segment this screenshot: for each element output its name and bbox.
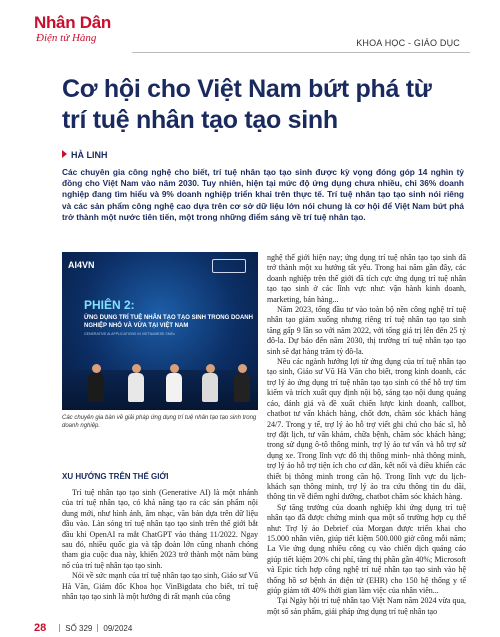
footer-divider: [97, 624, 98, 632]
photo-sponsor-logo: [212, 259, 246, 273]
photo-brand: AI4VN: [68, 260, 95, 270]
issue-date: 09/2024: [103, 624, 133, 633]
photo-banner-sub: GENERATIVE AI APPLICATIONS IN VIETNAMESE SMEs: [84, 332, 175, 336]
photo-person: [202, 364, 218, 402]
article-photo: [62, 252, 258, 410]
body-column-left: [62, 488, 258, 602]
photo-person: [166, 364, 182, 402]
photo-banner-title: PHIÊN 2:: [84, 298, 135, 312]
body-paragraph: nghệ thế giới hiện nay; ứng dụng trí tuệ nhân tạo tạo sinh đã trở thành một xu hướng tất yếu. Trong hai năm gần đây, các doanh nghiệp trên thế giới đã tích cực ứng dụng trí tuệ nhân tạo tạo sinh ở các lĩnh vực như: vận hành kinh doanh, marketing, bán hàng...: [267, 253, 466, 304]
section-subhead: XU HƯỚNG TRÊN THẾ GIỚI: [62, 472, 169, 481]
author-marker-icon: [62, 150, 67, 158]
header-divider: [132, 52, 470, 53]
body-paragraph: Nói về sức mạnh của trí tuệ nhân tạo tạo sinh, Giáo sư Vũ Hà Văn, Giám đốc Khoa học VinBigdata cho biết, trí tuệ nhân tạo tạo sinh là một hướng đi rất mạnh của công: [62, 571, 258, 602]
section-label: KHOA HỌC - GIÁO DỤC: [356, 38, 460, 48]
body-column-right: [267, 253, 466, 617]
body-paragraph: Nêu các ngành hưởng lợi từ ứng dụng của trí tuệ nhân tạo tạo sinh, Giáo sư Vũ Hà Văn cho biết, trong kinh doanh, các trợ lý ảo ứng dụng trí tuệ nhân tạo tạo sinh có thể hỗ trợ tìm kiếm và trích xuất quy định nội bộ, sáng tạo nội dung quảng cáo, đánh giá và đề xuất chiến lược kinh doanh, callbot, chatbot tư vấn khách hàng, chốt đơn, chăm sóc khách hàng 24/7. Trong y tế, trợ lý ảo hỗ trợ viết ghi chú cho bác sĩ, hỗ trợ đặt lịch, tư vấn khám, chữa bệnh, chăm sóc khách hàng; trong sử dụng ô-tô thông minh, trợ lý ảo tư vấn và hỗ trợ sử dụng xe. Trong lĩnh vực đô thị thông minh- nhà thông minh, trợ lý ảo hỗ trợ tiện ích cho cư dân, kết nối và điều khiển các thiết bị thông minh trong căn hộ. Trong lĩnh vực du lịch- khách sạn thông minh, trợ lý ảo tra cứu thông tin du dãi, thông tin về điểm nghỉ dưỡng, chatbot chăm sóc khách hàng.: [267, 357, 466, 502]
article-sapo: Các chuyên gia công nghệ cho biết, trí tuệ nhân tạo tạo sinh được kỳ vọng đóng góp 14 nghìn tỷ đồng cho Việt Nam vào năm 2030. Tuy nhiên, hiện tại mức độ ứng dụng chưa nhiều, chỉ 36% doanh nghiệp đang tìm hiểu và 9% doanh nghiệp triển khai trên thực tế. Trí tuệ nhân tạo tạo sinh nói riêng và các sản phẩm công nghệ cao dựa trên cơ sở dữ liệu lớn nói chung là cơ hội để Việt Nam bứt phá trở thành một nước tiên tiến, một trong những điểm sáng về trí tuệ nhân tạo.: [62, 167, 464, 222]
photo-caption: Các chuyên gia bàn về giải pháp ứng dụng trí tuệ nhân tạo tạo sinh trong doanh nghiệp.: [62, 415, 257, 429]
page-footer: [34, 622, 132, 634]
photo-banner-text: ỨNG DỤNG TRÍ TUỆ NHÂN TẠO TẠO SINH TRONG DOANH NGHIỆP NHỎ VÀ VỪA TẠI VIỆT NAM: [84, 315, 253, 329]
photo-person: [234, 364, 250, 402]
masthead-sub: Điện tử Hàng: [36, 32, 97, 44]
masthead-name: Nhân Dân: [34, 13, 111, 32]
article-title: Cơ hội cho Việt Nam bứt phá từ trí tuệ nhân tạo tạo sinh: [62, 75, 432, 134]
author-name: HÀ LINH: [71, 150, 108, 160]
body-paragraph: Trí tuệ nhân tạo tạo sinh (Generative AI) là một nhánh của trí tuệ nhân tạo, có khả năng tạo ra các sản phẩm nội dung mới, như hình ảnh, âm nhạc, văn bản dựa trên dữ liệu đầu vào. Làn sóng trí tuệ nhân tạo tạo sinh trên thế giới bắt đầu khi OpenAI ra mắt ChatGPT vào tháng 11/2022. Ngay sau đó, nhiều quốc gia và tập đoàn lớn cũng nhanh chóng tham gia cuộc đua này, khiến 2023 trở thành một năm bùng nổ của trí tuệ nhân tạo tạo sinh.: [62, 488, 258, 570]
photo-person: [88, 364, 104, 402]
body-paragraph: Năm 2023, tổng đầu tư vào toàn bộ nền công nghệ trí tuệ nhân tạo giảm xuống nhưng riêng trí tuệ nhân tạo tạo sinh tăng gấp 9 lần so với năm 2022, với tổng giá trị lên đến 25 tỷ đô-la. Dự báo đến năm 2030, thị trường trí tuệ nhân tạo tạo sinh sẽ đạt hàng trăm tỷ đô-la.: [267, 305, 466, 356]
photo-person: [128, 364, 144, 402]
article-author: [62, 150, 108, 160]
body-paragraph: Sự tăng trưởng của doanh nghiệp khi ứng dụng trí tuệ nhân tạo đã được chứng minh qua một số trường hợp cụ thể như: Trợ lý ảo Debrief của Morgan được triển khai cho 15.000 nhân viên, giúp tiết kiệm 500.000 giờ công mỗi năm; La Vie ứng dụng nhiều công cụ vào chiến dịch quảng cáo giúp tiết kiệm 20% chi phí, tăng thị phần gần 40%; Microsoft và Epic tích hợp công nghệ trí tuệ nhân tạo tạo sinh vào hệ thống hồ sơ bệnh án điện tử (EHR) cho 150 hệ thống y tế giúp giảm tới 40% thời gian làm việc của nhân viên...: [267, 502, 466, 595]
footer-divider: [59, 624, 60, 632]
body-paragraph: Tại Ngày hội trí tuệ nhân tạo Việt Nam năm 2024 vừa qua, một số sản phẩm, giải pháp ứng dụng trí tuệ nhân tạo: [267, 596, 466, 616]
issue-number: SỐ 329: [65, 624, 93, 633]
masthead-logo: [34, 14, 122, 54]
page-number: 28: [34, 622, 47, 634]
